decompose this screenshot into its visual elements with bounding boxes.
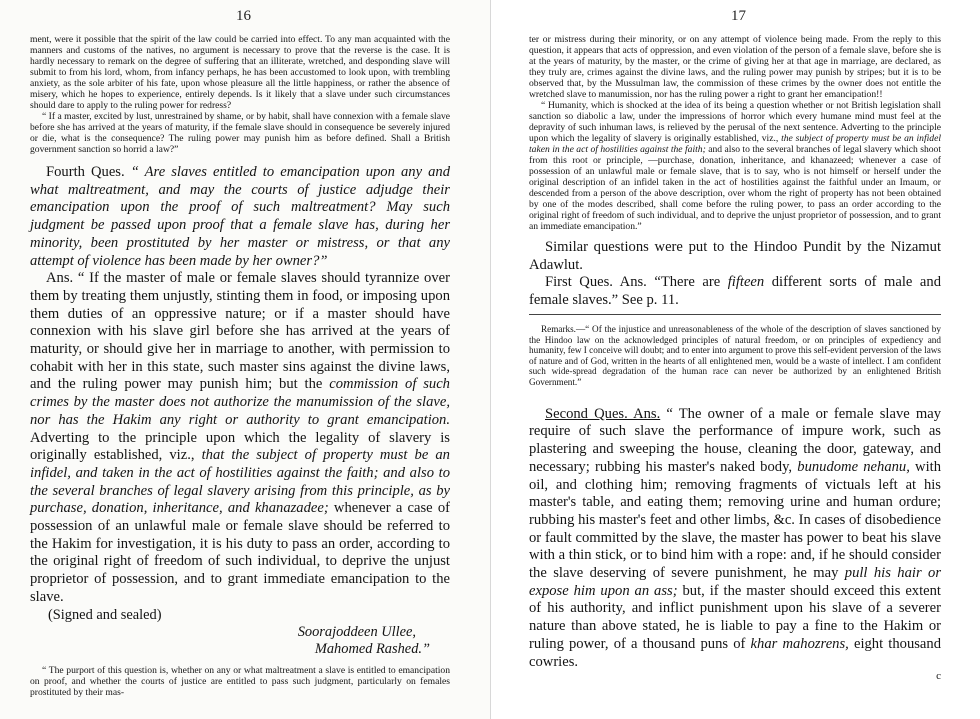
right-column xyxy=(529,34,941,681)
hindoo-pundit-intro: Similar questions were put to the Hindoo Pundit by the Nizamut Adawlut. xyxy=(529,239,941,273)
answer-text-b: commission of such crimes by the master does not authorize the manumission of the slave, nor has the Hakim any right or authority to grant emancipation. xyxy=(30,376,450,428)
left-main-text xyxy=(30,164,450,607)
second-answer-g: eight thousand cowries. xyxy=(529,635,941,670)
divider-rule xyxy=(529,314,941,315)
signature-mark: c xyxy=(936,670,941,683)
right-page xyxy=(490,0,980,719)
left-column xyxy=(30,34,450,698)
left-paragraph-2: “ If a master, excited by lust, unrestrained by shame, or by habit, shall have connexion with a female slave before she has arrived at the years of maturity, if the female slave should in consequence be severely injured or die, what is the consequence? The ruling power may punish him as before defined. Shall a British government sanction so horrid a law?” xyxy=(30,111,451,155)
second-question-label: Second Ques. Ans. xyxy=(545,405,661,422)
page-number-left: 16 xyxy=(236,8,251,24)
answer-text-e: whenever a case of possession of an unlawful male or female slave should be referred to the Hakim for investigation, it is his duty to pass an order, according to the original right of freedom of such individual, to deprive the unjust proprietor of possession, and to grant immediate emancipation to the slave. xyxy=(30,500,450,605)
signed-and-sealed: (Signed and sealed) xyxy=(48,606,162,623)
page-number-right: 17 xyxy=(731,8,746,24)
first-answer-b: fifteen xyxy=(727,274,765,291)
answer-text-d: that the subject of property must be an infidel, and taken in the act of hostilities against the faith; and also to the several branches of legal slavery arising from this principle, as by purchase, donation, inheritance, and khanazadee; xyxy=(30,447,450,517)
first-question-answer xyxy=(529,274,941,309)
fourth-question-text: “ Are slaves entitled to emancipation upon any and what maltreatment, and may the courts of justice adjudge their emancipation upon the proof of such maltreatment? May such judgment be passed upon proof that a female slave has, during her minority, been prostituted by her master or mistress, or that any attempt of violence has been made by her owner?” xyxy=(30,164,450,269)
answer-text-a: “ If the master of male or female slaves should tyrannize over them by treating them unjustly, stinting them in food, or imposing upon them duties of an oppressive nature; or if a master should have connexion with his slave girl before she has arrived at the years of maturity, or should give her in marriage to another, with permission to cohabit with her in this state, such master sins against the divine laws, and the ruling power may punish him; but the xyxy=(30,270,450,393)
right-paragraph-2a: “ Humanity, which is shocked at the idea of its being a question whether or not British legislation shall sanction so diabolic a law, under the impressions of horror which every humane mind must feel at the depravity of such inhuman laws, is relieved by the perusal of the next sentence. Adverting to the principle upon which the legality of slavery is originally established, viz., xyxy=(529,100,941,144)
right-main-text-2 xyxy=(529,406,941,672)
signature-block xyxy=(30,607,450,658)
answer-text-c: Adverting to the principle upon which the legality of slavery is originally established, viz., xyxy=(30,429,450,464)
second-answer-f: khar mahozrens, xyxy=(750,635,849,652)
left-footnote: “ The purport of this question is, whether on any or what maltreatment a slave is entitled to emancipation on proof, and whether the courts of justice are entitled to pass such judgment, particularly on females prostituted by their mas- xyxy=(30,664,450,698)
second-answer-c: with oil, and clothing him; removing fragments of victuals left at his master's table, and eating them; removing urine and human ordure; rubbing his master's feet and other limbs, &c. In cases of disobedience or fault committed by the slave, the master has power to beat his slave with a thin stick, or to bind him with a rope: and, if he should consider the slave deserving of severe punishment, he may xyxy=(529,458,941,582)
first-answer-c: different sorts of male and female slaves.” See p. 11. xyxy=(529,274,941,309)
second-answer-e: but, if the master should exceed this extent of his authority, and inflict punishment upon his slave of a severer nature than above stated, he is liable to pay a fine to the Hakim or ruling power, of a thousand puns of xyxy=(529,582,941,652)
second-answer-a: “ The owner of a male or female slave may require of such slave the performance of impure work, such as plastering and sweeping the house, cleaning the door, gateway, and necessary; rubbing his master's naked body, xyxy=(529,405,941,475)
right-main-text-1 xyxy=(529,239,941,310)
second-answer-d: pull his hair or expose him upon an ass; xyxy=(529,565,941,599)
signatory-2: Mahomed Rashed.” xyxy=(314,640,430,657)
right-paragraph-1: ter or mistress during their minority, or on any attempt of violence being made. From the reply to this question, it appears that acts of oppression, and even violation of the person of a female slave, before she is at the years of maturity, by the master, or the crime of giving her at that age in marriage, are declared, as they truly are, crimes against the divine laws, and the ruling power may punish by stripes; but it is to be observed that, by the Mussulman law, the commission of these crimes by the owner does not entitle the wretched slave to manumission, nor has the ruling power a right to grant her emancipation!! xyxy=(529,34,941,100)
right-paragraph-2b: the subject of property must be an infidel taken in the act of hostilities against the faith; xyxy=(529,133,941,155)
fourth-answer xyxy=(30,270,450,606)
left-footnote-block xyxy=(30,665,450,698)
second-answer-b: bunudome nehanu, xyxy=(797,458,910,475)
remarks-text: Remarks.—“ Of the injustice and unreasonableness of the whole of the description of slaves sanctioned by the Hindoo law on the acknowledged principles of natural freedom, or on principles of expediency and humanity, few I conceive will doubt; and to enter into argument to prove this self-evident perversion of the laws of nature and of God, written in the hearts of all enlightened men, would be a waste of intellect. I am confident such wide-spread degradation of the human race can never be authorized by an enlightened British Government.” xyxy=(529,324,941,387)
fourth-question xyxy=(30,164,450,270)
left-small-text xyxy=(30,34,450,155)
fourth-question-label: Fourth Ques. xyxy=(46,164,125,180)
answer-label: Ans. xyxy=(46,270,74,287)
right-small-text xyxy=(529,34,941,232)
right-paragraph-2c: and also to the several branches of legal slavery which shoot from this root or principle, —purchase, donation, inheritance, and khanazeed; whenever a case of possession of an unlawful male or female slave, that is to say, who is not himself or herself under the original description of an infidel taken in the act of hostilities against the faithful under an Imaum, or descended from a person of the above description, over whom the right of property has not been obtained by one of the modes described, shall come before the ruling power, to pass an order according to the original right of freedom of such individual, and to deprive the unjust proprietor of possession, and to grant an immediate emancipation.” xyxy=(529,144,942,232)
second-question-answer xyxy=(529,406,941,672)
right-paragraph-2 xyxy=(529,100,941,232)
left-paragraph-1: ment, were it possible that the spirit of the law could be carried into effect. To any man acquainted with the manners and customs of the natives, no argument is necessary to prove that the reverse is the case. It is hardly necessary to remark on the degree of suffering that an illiterate, wretched, and desponding slave will submit to from his lord, whom, from infancy perhaps, he has been accustomed to look upon, with trembling anxiety, as the sole arbiter of his fate, upon whose pleasure all the little happiness, or rather the absence of misery, which he hopes to experience, entirely depends. Is it likely that a slave under such circumstances should dare to apply to the ruling power for redress? xyxy=(30,34,450,111)
remarks-block xyxy=(529,324,941,388)
first-answer-a: First Ques. Ans. “There are xyxy=(545,274,721,291)
signatory-1: Soorajoddeen Ullee, xyxy=(297,623,416,640)
